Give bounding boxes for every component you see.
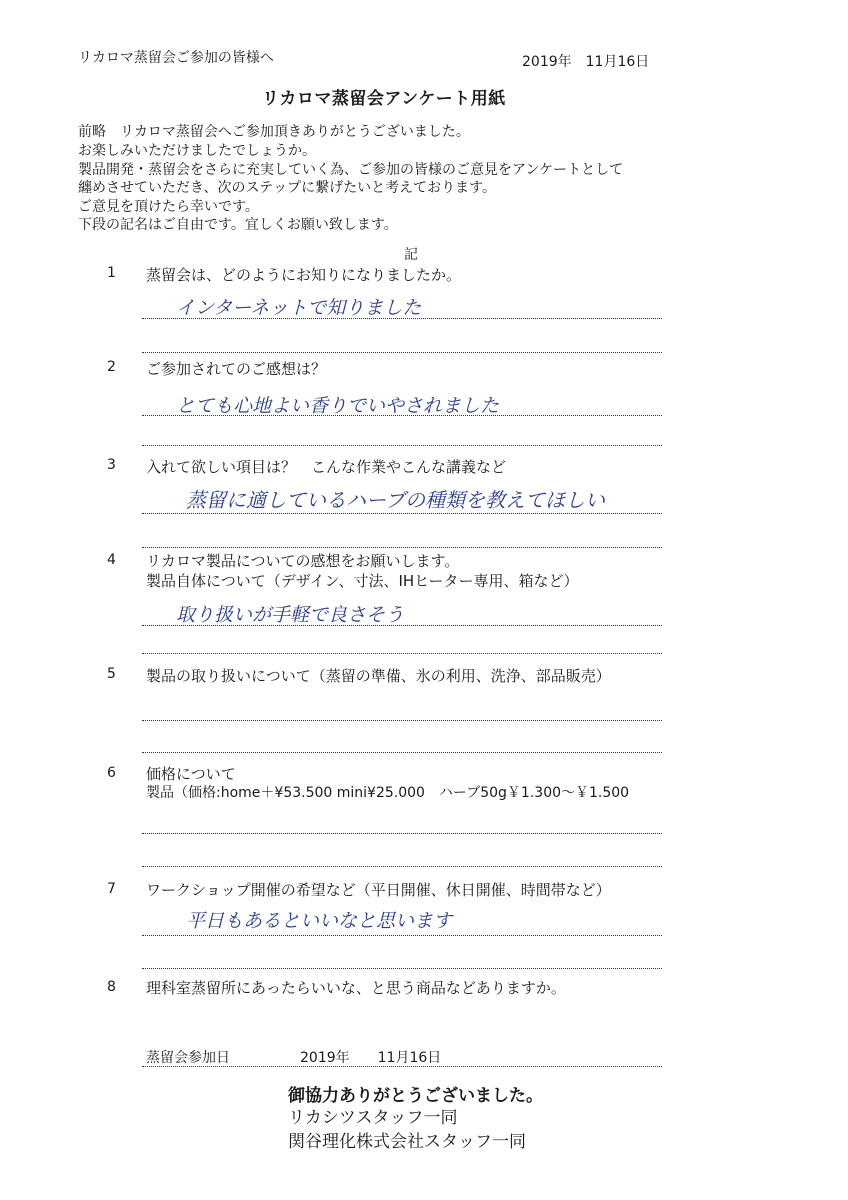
answer-line	[142, 653, 662, 654]
answer-line	[142, 415, 662, 416]
form-date: 2019年 11月16日	[522, 54, 650, 70]
answer-line	[142, 833, 662, 834]
question-number: 1	[107, 265, 116, 281]
ki-mark: 記	[404, 247, 418, 263]
question-number: 4	[107, 552, 116, 568]
question-number: 6	[107, 765, 116, 781]
answer-line	[142, 720, 662, 721]
question-text: 入れて欲しい項目は？ こんな作業やこんな講義など	[146, 458, 507, 476]
question-number: 5	[107, 666, 116, 682]
question-text: 製品の取り扱いについて（蒸留の準備、氷の利用、洗浄、部品販売）	[146, 667, 611, 685]
intro-line: お楽しみいただけましたでしょうか。	[78, 143, 316, 159]
handwritten-answer: 取り扱いが手軽で良さそう	[176, 604, 405, 626]
handwritten-answer: 平日もあるといいなと思います	[186, 910, 453, 932]
addressee: リカロマ蒸留会ご参加の皆様へ	[78, 50, 274, 66]
page-title: リカロマ蒸留会アンケート用紙	[262, 89, 506, 109]
answer-line	[142, 547, 662, 548]
answer-line	[142, 318, 662, 319]
question-subtext: 製品自体について（デザイン、寸法、IHヒーター専用、箱など）	[146, 572, 579, 590]
answer-line	[142, 445, 662, 446]
question-text: 蒸留会は、どのようにお知りになりましたか。	[146, 266, 462, 284]
participation-date: 2019年 11月16日	[300, 1050, 442, 1066]
handwritten-answer: 蒸留に適しているハーブの種類を教えてほしい	[186, 488, 605, 512]
question-number: 3	[107, 457, 116, 473]
question-text: 価格について	[146, 765, 236, 783]
handwritten-answer: インターネットで知りました	[176, 297, 422, 319]
participation-line	[142, 1066, 662, 1067]
question-text: ワークショップ開催の希望など（平日開催、休日開催、時間帯など）	[146, 881, 611, 899]
intro-line: 前略 リカロマ蒸留会へご参加頂きありがとうございました。	[78, 124, 470, 140]
question-text: 理科室蒸留所にあったらいいな、と思う商品などありますか。	[146, 979, 566, 997]
question-text: ご参加されてのご感想は？	[146, 360, 327, 378]
question-subtext: 製品（価格:home＋¥53.500 mini¥25.000 ハーブ50g￥1.300～￥1.500	[146, 785, 630, 801]
question-number: 2	[107, 359, 116, 375]
handwritten-answer: とても心地よい香りでいやされました	[176, 395, 500, 417]
intro-line: 下段の記名はご自由です。宜しくお願い致します。	[78, 217, 398, 233]
intro-line: ご意見を頂けたら幸いです。	[78, 199, 259, 215]
answer-line	[142, 935, 662, 936]
intro-line: 纏めさせていただき、次のステップに繋げたいと考えております。	[78, 180, 497, 196]
intro-line: 製品開発・蒸留会をさらに充実していく為、ご参加の皆様のご意見をアンケートとして	[78, 162, 624, 178]
question-number: 7	[107, 881, 116, 897]
answer-line	[142, 752, 662, 753]
answer-line	[142, 513, 662, 514]
question-text: リカロマ製品についての感想をお願いします。	[146, 552, 460, 570]
closing-staff-rikashitsu: リカシツスタッフ一同	[288, 1108, 458, 1128]
closing-thanks: 御協力ありがとうございました。	[288, 1086, 543, 1106]
answer-line	[142, 968, 662, 969]
answer-line	[142, 866, 662, 867]
participation-label: 蒸留会参加日	[146, 1050, 230, 1066]
answer-line	[142, 352, 662, 353]
question-number: 8	[107, 979, 116, 995]
answer-line	[142, 625, 662, 626]
closing-staff-sekiya: 関谷理化株式会社スタッフ一同	[288, 1132, 526, 1152]
